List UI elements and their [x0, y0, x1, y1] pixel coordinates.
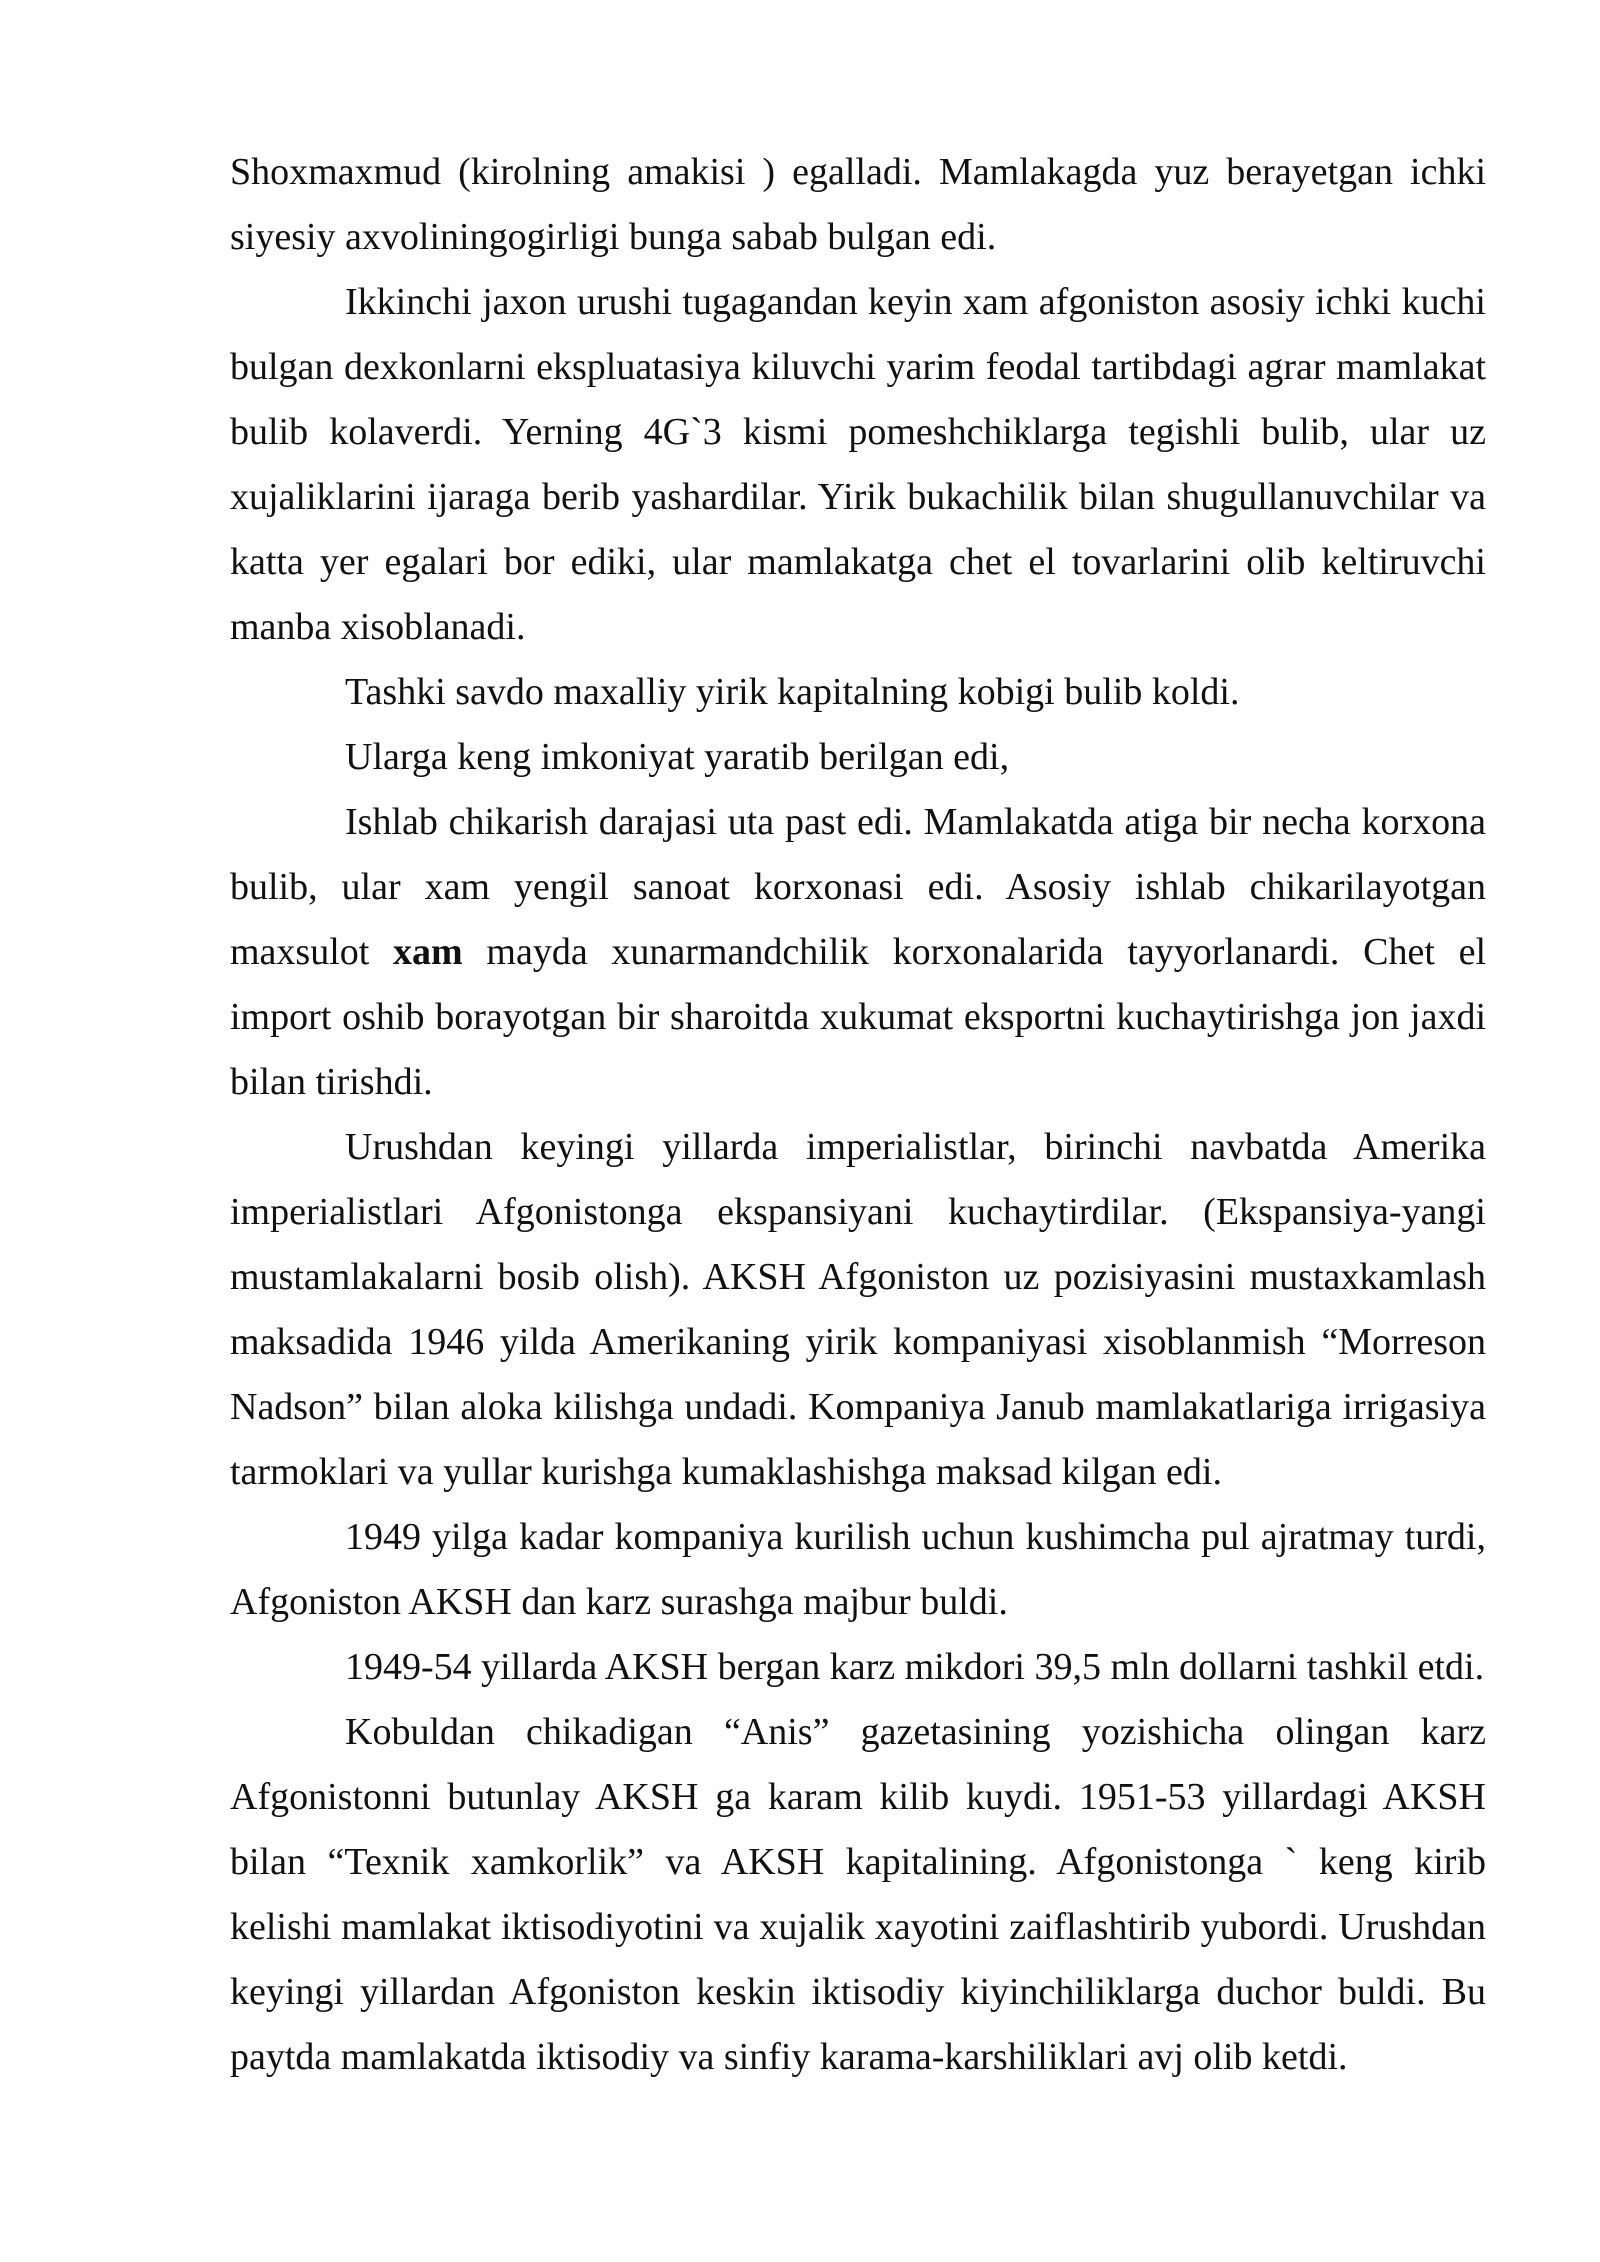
paragraph-intro: Shoxmaxmud (kirolning amakisi ) egalladi. Mamlakagda yuz berayetgan ichki siyesiy axvoliningogirligi bunga sabab bulgan edi. — [230, 151, 1486, 258]
document-page — [230, 140, 1486, 2090]
paragraph-loan-amount: 1949-54 yillarda AKSH bergan karz mikdori 39,5 mln dollarni tashkil etdi. — [345, 1646, 1485, 1688]
paragraph-loan-1949: 1949 yilga kadar kompaniya kurilish uchun kushimcha pul ajratmay turdi, Afgoniston AKSH dan karz surashga majbur buldi. — [230, 1516, 1486, 1623]
production-text-start: Ishlab chikarish darajasi uta past edi. Mamlakatda atiga bir necha korxona bulib, ular xam yengil sanoat korxonasi edi. Asosiy ishlab chikarilayotgan maxsulot — [230, 801, 1486, 973]
paragraph-production — [230, 790, 1486, 1115]
paragraph-opportunity: Ularga keng imkoniyat yaratib berilgan edi, — [345, 736, 1010, 778]
production-text-end: mayda xunarmandchilik korxonalarida tayyorlanardi. Chet el import oshib borayotgan bir sharoitda xukumat eksportni kuchaytirishga jon jaxdi bilan tirishdi. — [230, 931, 1487, 1103]
paragraph-foreign-trade: Tashki savdo maxalliy yirik kapitalning kobigi bulib koldi. — [345, 671, 1240, 713]
paragraph-anis-newspaper: Kobuldan chikadigan “Anis” gazetasining yozishicha olingan karz Afgonistonni butunlay AKSH ga karam kilib kuydi. 1951-53 yillardagi AKSH bilan “Texnik xamkorlik” va AKSH kapitalining. Afgonistonga ` keng kirib kelishi mamlakat iktisodiyotini va xujalik xayotini zaiflashtirib yubordi. Urushdan keyingi yillardan Afgoniston keskin iktisodiy kiyinchiliklarga duchor buldi. Bu paytda mamlakatda iktisodiy va sinfiy karama-karshiliklari avj olib ketdi. — [230, 1711, 1486, 2078]
paragraph-imperialists: Urushdan keyingi yillarda imperialistlar, birinchi navbatda Amerika imperialistlari Afgonistonga ekspansiyani kuchaytirdilar. (Ekspansiya-yangi mustamlakalarni bosib olish). AKSH Afgoniston uz pozisiyasini mustaxkamlash maksadida 1946 yilda Amerikaning yirik kompaniyasi xisoblanmish “Morreson Nadson” bilan aloka kilishga undadi. Kompaniya Janub mamlakatlariga irrigasiya tarmoklari va yullar kurishga kumaklashishga maksad kilgan edi. — [230, 1126, 1486, 1493]
paragraph-postwar-agrarian: Ikkinchi jaxon urushi tugagandan keyin xam afgoniston asosiy ichki kuchi bulgan dexkonlarni ekspluatasiya kiluvchi yarim feodal tartibdagi agrar mamlakat bulib kolaverdi. Yerning 4G`3 kismi pomeshchiklarga tegishli bulib, ular uz xujaliklarini ijaraga berib yashardilar. Yirik bukachilik bilan shugullanuvchilar va katta yer egalari bor ediki, ular mamlakatga chet el tovarlarini olib keltiruvchi manba xisoblanadi. — [230, 281, 1486, 648]
production-bold-word: xam — [393, 931, 463, 973]
